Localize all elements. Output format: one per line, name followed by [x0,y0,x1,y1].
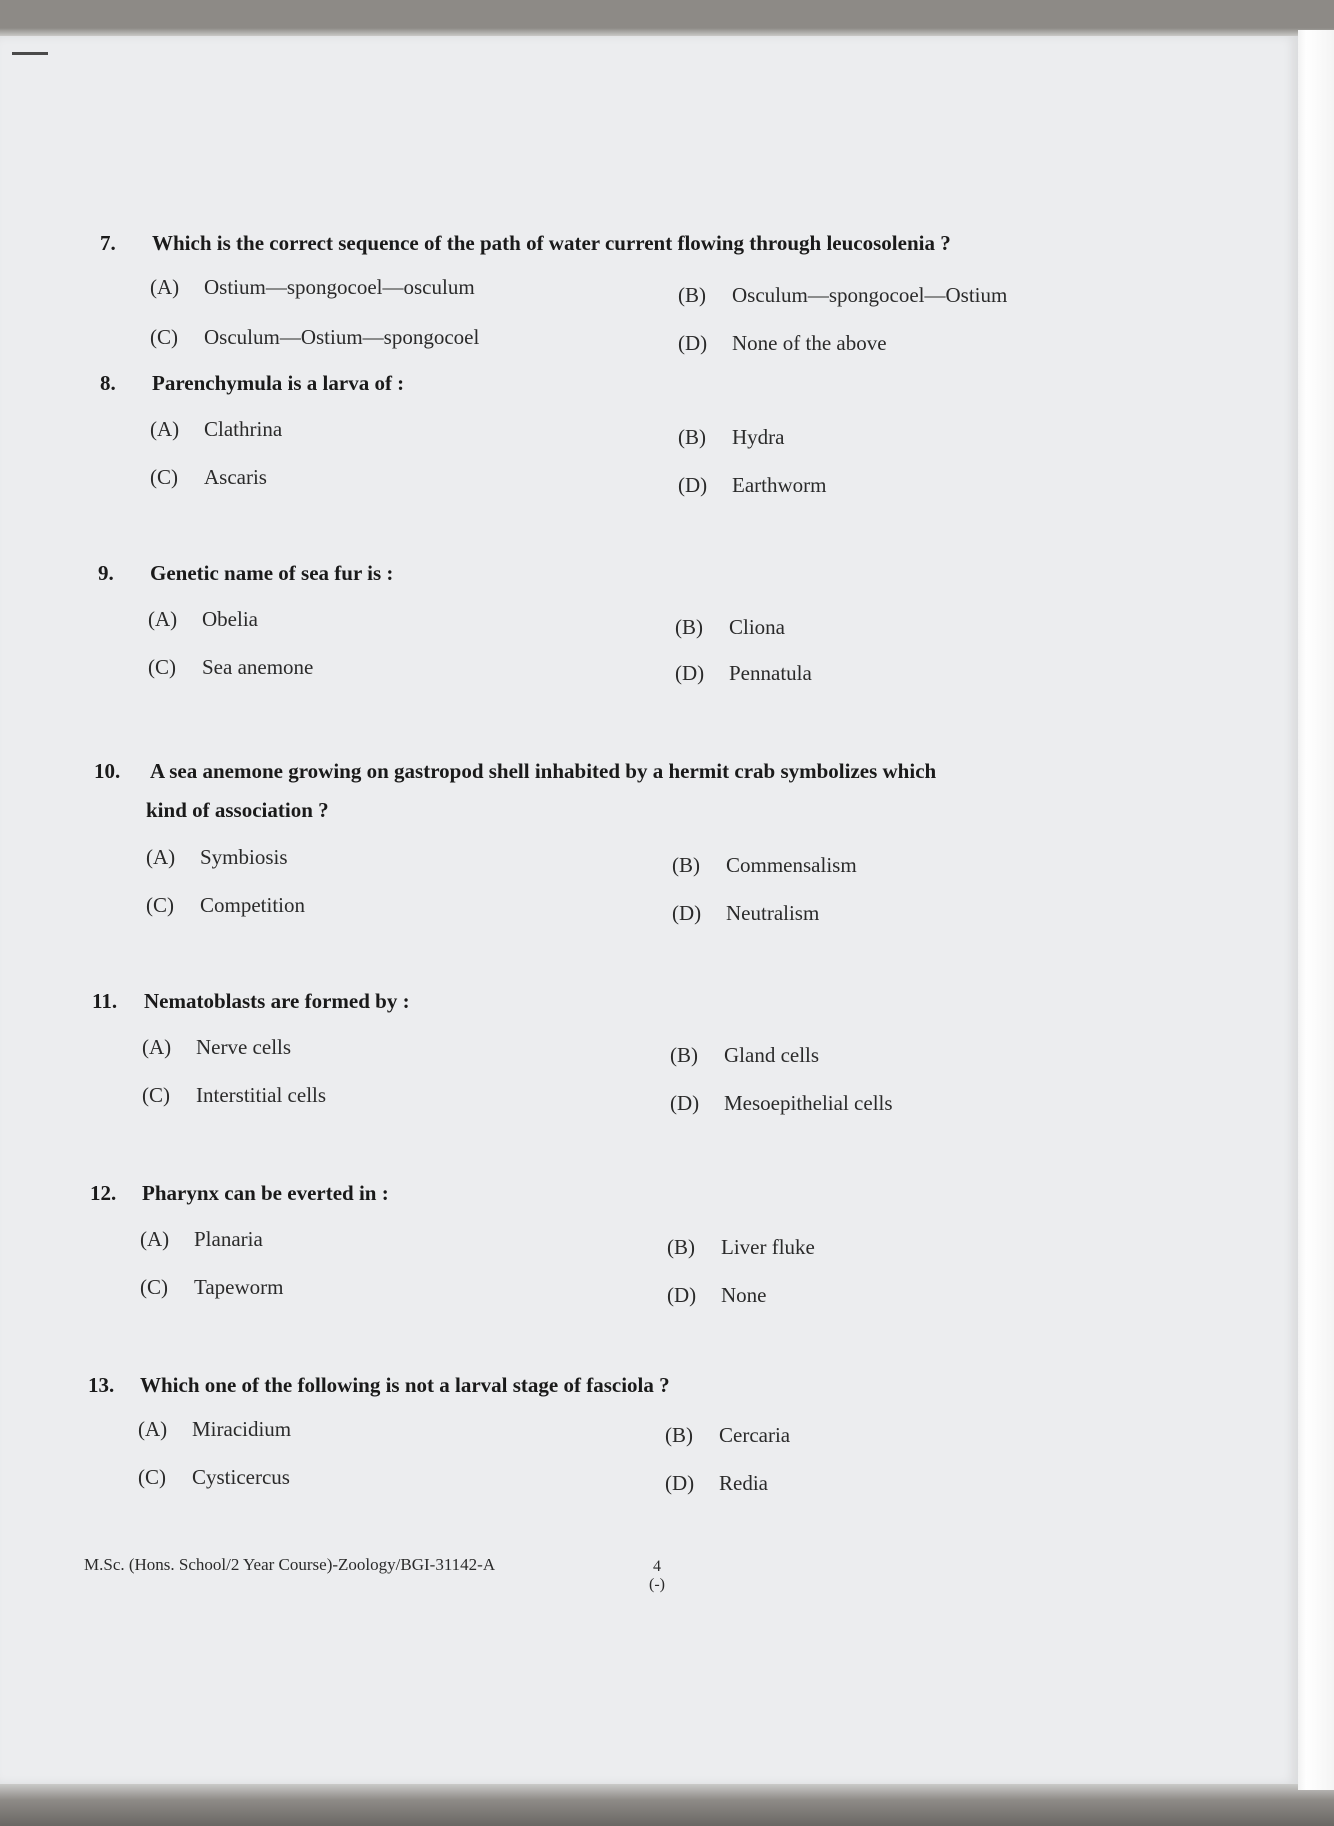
option-12c: (C) Tapeworm [140,1275,284,1299]
option-13c: (C) Cysticercus [138,1465,290,1489]
question-text: Nematoblasts are formed by : [144,989,410,1013]
option-10a: (A) Symbiosis [146,845,288,869]
option-10d: (D) Neutralism [672,901,820,925]
question-number: 10. [94,759,121,783]
footer-course-code: M.Sc. (Hons. School/2 Year Course)-Zoology/BGI-31142-A [84,1555,496,1574]
option-11a: (A) Nerve cells [142,1035,292,1059]
question-10 [94,756,936,786]
option-9c: (C) Sea anemone [148,655,314,679]
option-9d: (D) Pennatula [675,661,812,685]
option-11b: (B) Gland cells [670,1043,820,1067]
option-12a: (A) Planaria [140,1227,263,1251]
question-text: Genetic name of sea fur is : [150,561,394,585]
option-7b: (B) Osculum—spongocoel—Ostium [678,283,1008,307]
option-13d: (D) Redia [665,1471,768,1495]
question-number: 12. [90,1181,117,1205]
question-9 [98,558,393,588]
question-text: Which one of the following is not a larval stage of fasciola ? [140,1373,670,1397]
question-10-continuation: kind of association ? [146,798,329,822]
page-number: 4 [653,1558,661,1575]
question-text: Pharynx can be everted in : [142,1181,389,1205]
question-number: 11. [92,989,118,1013]
option-8a: (A) Clathrina [150,417,283,441]
question-number: 13. [88,1373,115,1397]
question-text: Parenchymula is a larva of : [152,371,405,395]
question-7 [100,228,951,258]
option-8b: (B) Hydra [678,425,785,449]
question-13 [88,1370,670,1400]
question-text: Which is the correct sequence of the path of water current flowing through leucosolenia ? [152,231,951,255]
question-number: 7. [100,231,116,255]
option-13b: (B) Cercaria [665,1423,791,1447]
option-11c: (C) Interstitial cells [142,1083,327,1107]
option-7c: (C) Osculum—Ostium—spongocoel [150,325,480,349]
option-9b: (B) Cliona [675,615,785,639]
option-11d: (D) Mesoepithelial cells [670,1091,893,1115]
option-12d: (D) None [667,1283,767,1307]
question-8 [100,368,404,398]
option-10b: (B) Commensalism [672,853,857,877]
option-8c: (C) Ascaris [150,465,267,489]
question-11 [92,986,410,1016]
option-12b: (B) Liver fluke [667,1235,815,1259]
option-9a: (A) Obelia [148,607,258,631]
page-mark: (-) [649,1576,665,1593]
question-text: A sea anemone growing on gastropod shell inhabited by a hermit crab symbolizes which [150,759,937,783]
question-number: 8. [100,371,116,395]
option-7a: (A) Ostium—spongocoel—osculum [150,275,475,299]
option-8d: (D) Earthworm [678,473,827,497]
option-7d: (D) None of the above [678,331,887,355]
option-10c: (C) Competition [146,893,305,917]
question-number: 9. [98,561,114,585]
question-12 [90,1178,389,1208]
option-13a: (A) Miracidium [138,1417,292,1441]
